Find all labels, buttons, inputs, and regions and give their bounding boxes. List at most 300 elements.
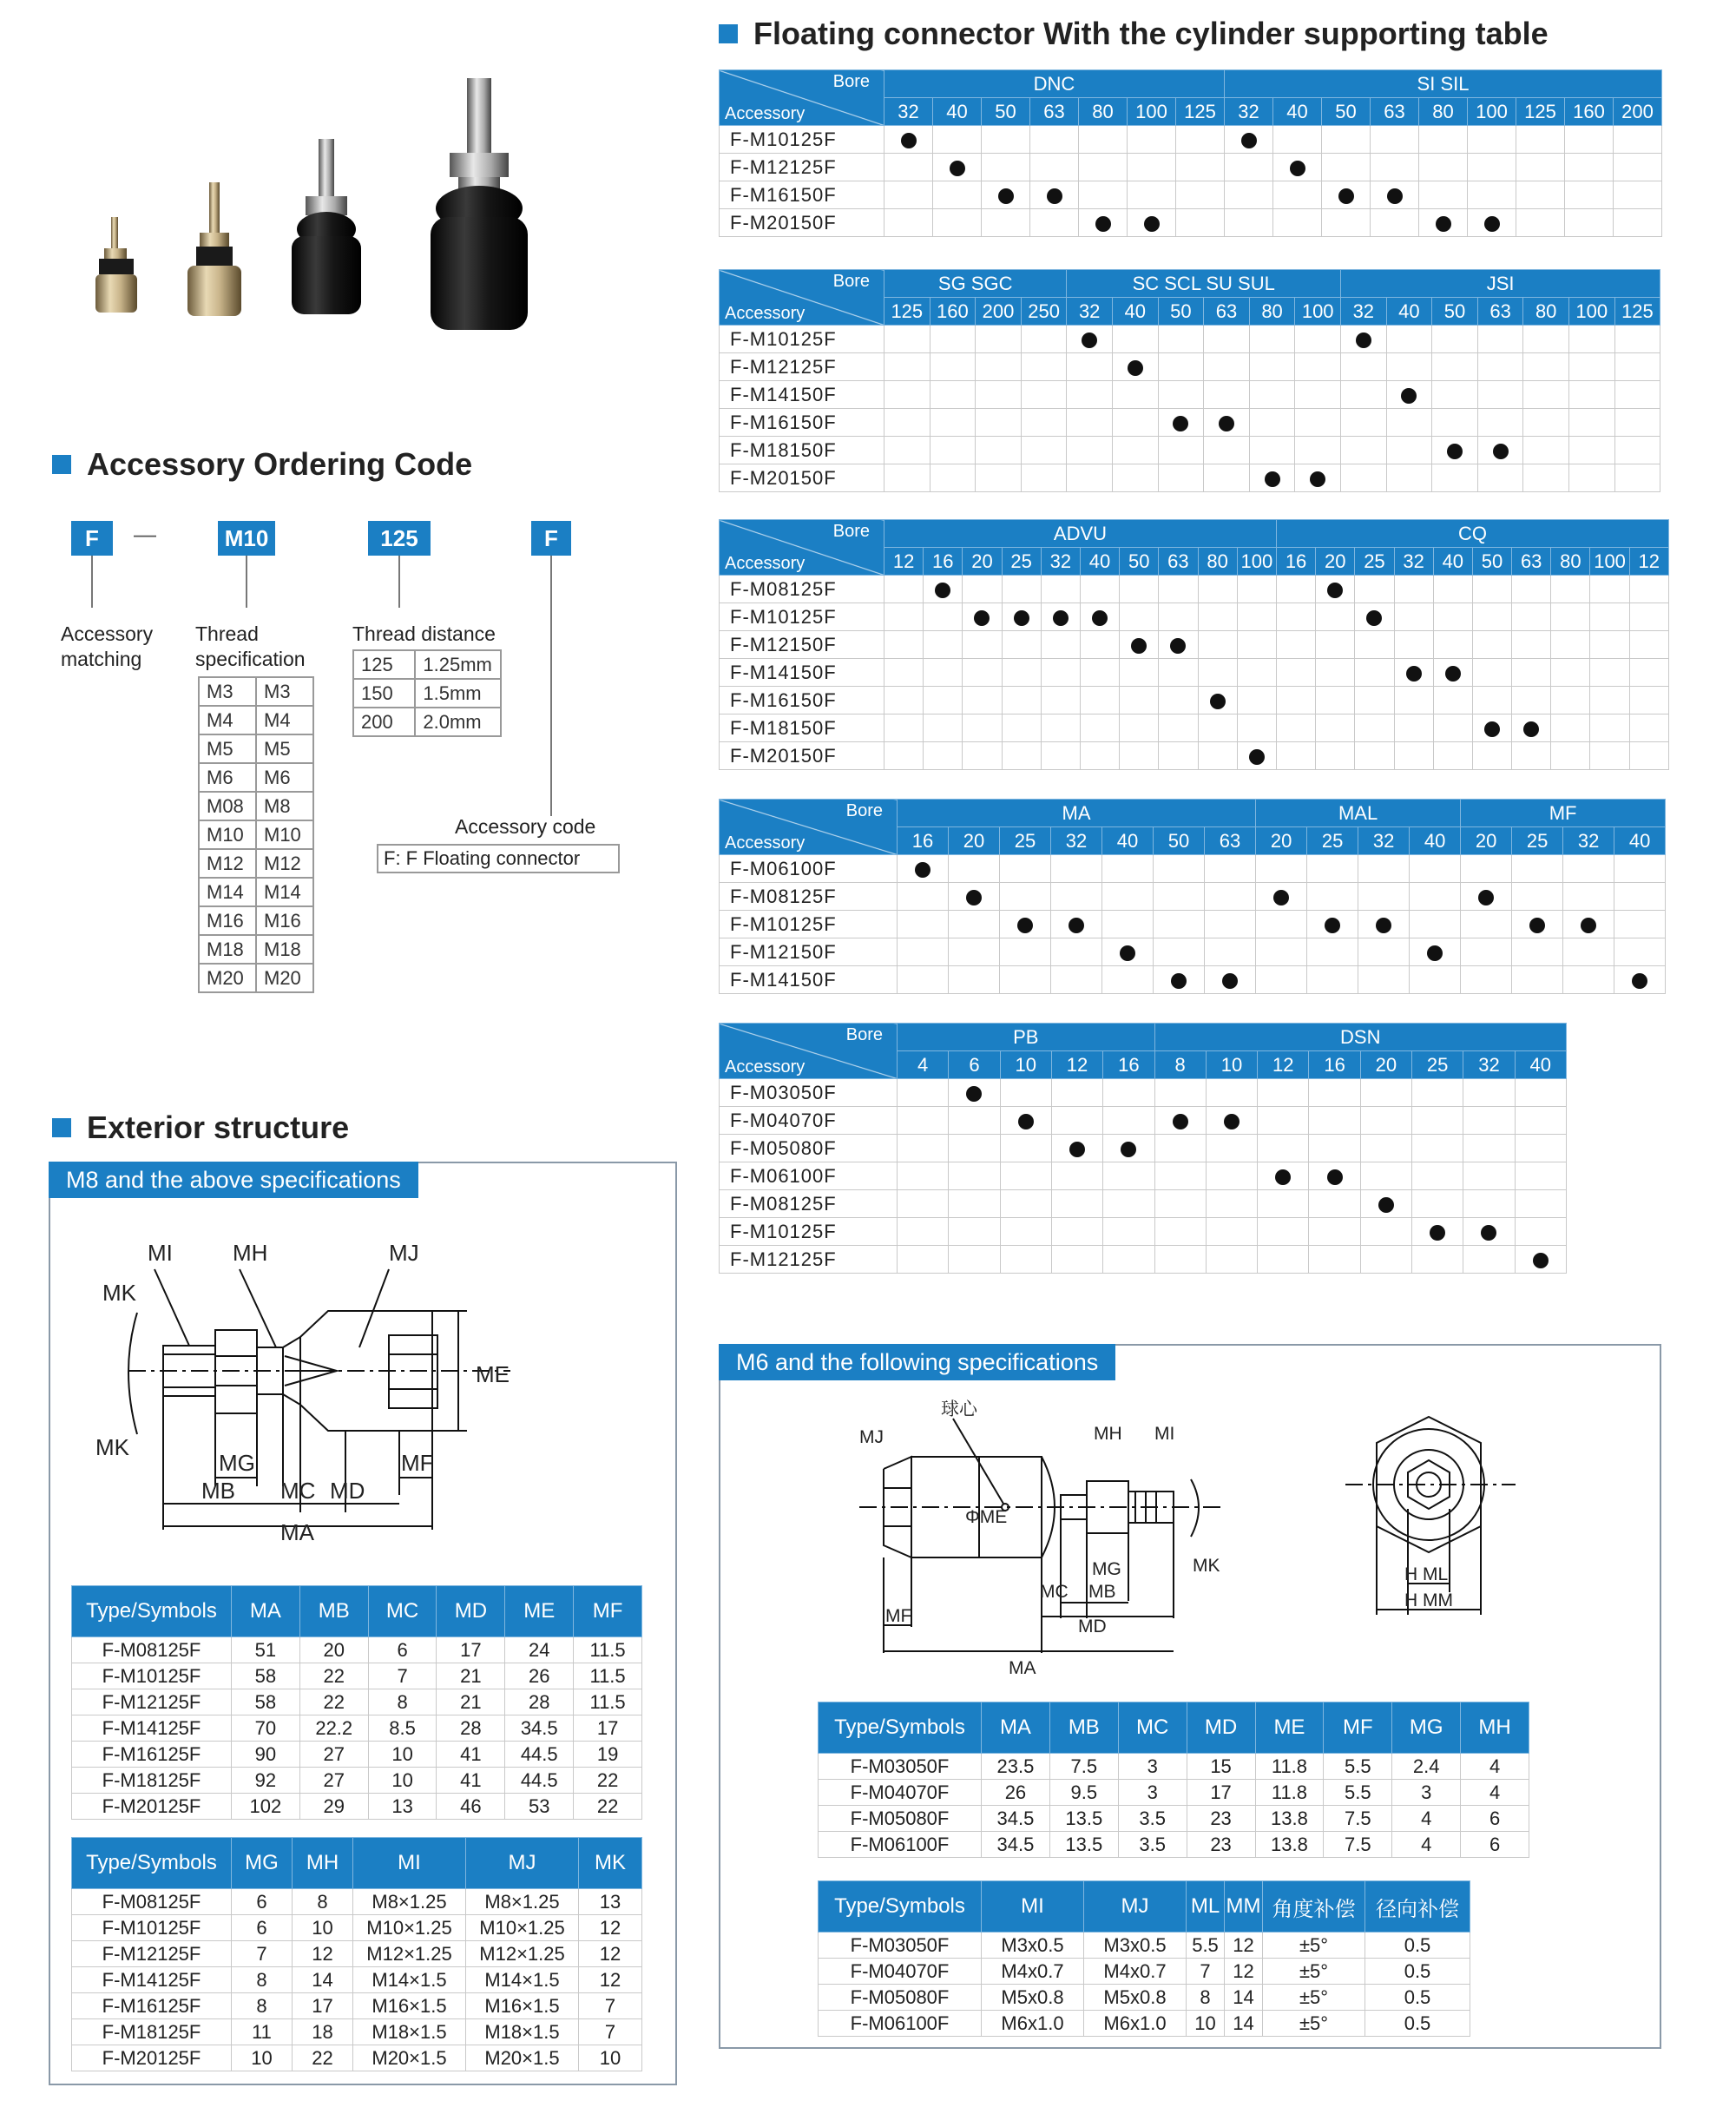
compat-cell (1000, 1218, 1051, 1246)
compat-row (720, 1246, 1567, 1274)
compat-cell (1103, 1162, 1154, 1190)
compat-cell (1523, 409, 1569, 437)
compat-cell (1204, 353, 1250, 381)
compat-cell (898, 855, 949, 883)
accessory-matching-label: Accessory matching (61, 622, 154, 670)
compat-cell (1080, 631, 1119, 659)
dim-value-cell: 3.5 (1118, 1806, 1187, 1832)
dim-value-cell: 0.5 (1365, 1933, 1470, 1959)
dim-value-cell: M4x0.7 (982, 1959, 1084, 1985)
compatible-dot-icon (1224, 1114, 1240, 1129)
compat-cell (1355, 687, 1394, 714)
compat-cell (1309, 1218, 1360, 1246)
compat-table (719, 519, 1669, 770)
accessory-model: F-M16150F (720, 409, 884, 437)
compat-cell (1204, 437, 1250, 464)
compat-cell (1041, 631, 1080, 659)
bore-size-header: 50 (1472, 548, 1511, 576)
compat-cell (1120, 603, 1159, 631)
accessory-model: F-M08125F (720, 1190, 898, 1218)
compat-cell (1614, 437, 1660, 464)
dim-header-cell: ME (1255, 1702, 1324, 1754)
bore-size-header: 160 (1565, 98, 1614, 126)
compatible-dot-icon (1327, 583, 1343, 598)
compat-cell (1158, 326, 1204, 353)
m8-dimension-diagram (95, 1217, 658, 1545)
compat-row (720, 938, 1666, 966)
compat-cell (884, 126, 933, 154)
spec-row (199, 964, 313, 992)
bore-size-header: 20 (1360, 1051, 1411, 1079)
compat-cell (884, 659, 924, 687)
dim-value-cell: M20×1.5 (353, 2045, 466, 2071)
compat-cell (963, 659, 1002, 687)
compat-cell (924, 631, 963, 659)
dim-value-cell: M5x0.8 (982, 1985, 1084, 2011)
dim-row (819, 1933, 1470, 1959)
accessory-model: F-M08125F (720, 576, 884, 603)
bore-size-header: 40 (933, 98, 982, 126)
dim-value-cell: 13.5 (1049, 1832, 1118, 1858)
dim-value-cell: 13 (368, 1794, 437, 1820)
compat-cell (1128, 126, 1176, 154)
compat-cell (1341, 353, 1387, 381)
spec-row (199, 734, 313, 763)
dim-row (819, 1806, 1529, 1832)
dim-row (72, 1768, 642, 1794)
compatible-dot-icon (1484, 721, 1500, 737)
compat-row (720, 1162, 1567, 1190)
dim-value-cell: 27 (299, 1768, 368, 1794)
compat-cell (1225, 181, 1273, 209)
compat-cell (1000, 1246, 1051, 1274)
compat-row (720, 966, 1666, 994)
m6-label-mi: MI (1154, 1424, 1175, 1444)
cylinder-series-header: CQ (1276, 520, 1668, 548)
dim-value-cell: 0.5 (1365, 1959, 1470, 1985)
bore-size-header: 40 (1433, 548, 1472, 576)
compatible-dot-icon (1632, 973, 1647, 989)
compat-cell (1316, 603, 1355, 631)
compat-cell (1614, 938, 1666, 966)
dim-model-cell: F-M03050F (819, 1754, 982, 1780)
dim-row (819, 1959, 1470, 1985)
compat-cell (1112, 353, 1158, 381)
compatible-dot-icon (950, 161, 965, 176)
compat-cell (1041, 687, 1080, 714)
dim-model-cell: F-M05080F (819, 1985, 982, 2011)
compatible-dot-icon (1529, 918, 1545, 933)
dim-value-cell: 10 (232, 2045, 293, 2071)
spec-row (199, 935, 313, 964)
compat-cell (1412, 1107, 1463, 1135)
compat-cell (1273, 154, 1322, 181)
m6-label-mc: MC (1040, 1582, 1069, 1602)
panel-m6-title: M6 and the following specifications (719, 1344, 1115, 1380)
bore-size-header: 100 (1237, 548, 1276, 576)
compat-cell (1051, 1190, 1102, 1218)
compat-cell (1512, 576, 1551, 603)
compat-cell (1051, 1079, 1102, 1107)
compat-cell (1258, 1135, 1309, 1162)
compat-header-groups (720, 800, 1666, 827)
compat-row (720, 409, 1660, 437)
compat-cell (1355, 714, 1394, 742)
bore-size-header: 25 (1307, 827, 1358, 855)
spec-cell: 200 (353, 708, 415, 736)
compat-cell (1120, 659, 1159, 687)
spec-cell: M14 (256, 878, 313, 906)
dim-value-cell: 18 (293, 2019, 353, 2045)
compat-header-groups (720, 70, 1662, 98)
compat-cell (884, 154, 933, 181)
dim-value-cell: 6 (368, 1637, 437, 1663)
compat-cell (1386, 381, 1432, 409)
dim-value-cell: 21 (437, 1663, 505, 1689)
accessory-model: F-M10125F (720, 911, 898, 938)
compatible-dot-icon (1436, 216, 1451, 232)
compat-cell (1198, 576, 1237, 603)
m8-label-mh: MH (233, 1240, 268, 1266)
dim-value-cell: M3x0.5 (982, 1933, 1084, 1959)
compat-cell (1565, 181, 1614, 209)
dim-value-cell: 17 (293, 1993, 353, 2019)
compat-cell (884, 326, 930, 353)
dim-value-cell: M20×1.5 (466, 2045, 579, 2071)
dim-value-cell: 17 (1187, 1780, 1255, 1806)
compat-cell (1309, 1107, 1360, 1135)
accessory-model: F-M08125F (720, 883, 898, 911)
compatible-dot-icon (1581, 918, 1596, 933)
compat-cell (1512, 631, 1551, 659)
compat-cell (1120, 631, 1159, 659)
dim-value-cell: 4 (1461, 1754, 1529, 1780)
dim-value-cell: 41 (437, 1768, 505, 1794)
bore-size-header: 80 (1249, 298, 1295, 326)
dim-value-cell: 12 (579, 1967, 642, 1993)
compat-cell (1568, 381, 1614, 409)
compat-cell (949, 1079, 1000, 1107)
compat-cell (1410, 966, 1461, 994)
compat-cell (1512, 938, 1563, 966)
compat-cell (1551, 576, 1590, 603)
compat-cell (1206, 1218, 1257, 1246)
dim-header-cell: Type/Symbols (819, 1881, 982, 1933)
cylinder-series-header: SG SGC (884, 270, 1067, 298)
compat-cell (1468, 126, 1516, 154)
compat-cell (1258, 1218, 1309, 1246)
bore-size-header: 50 (982, 98, 1030, 126)
compat-row (720, 1190, 1567, 1218)
compat-cell (1316, 659, 1355, 687)
compat-cell (963, 603, 1002, 631)
dim-row (72, 1889, 642, 1915)
dim-header-cell: MJ (1084, 1881, 1187, 1933)
compat-cell (1461, 855, 1512, 883)
dim-value-cell: 10 (1187, 2011, 1225, 2037)
spec-row (199, 878, 313, 906)
dim-row (72, 1637, 642, 1663)
compat-cell (1358, 966, 1410, 994)
compat-cell (1112, 437, 1158, 464)
compat-cell (1563, 911, 1614, 938)
accessory-model: F-M18150F (720, 437, 884, 464)
dim-value-cell: 12 (579, 1915, 642, 1941)
accessory-model: F-M06100F (720, 1162, 898, 1190)
compat-cell (1276, 714, 1315, 742)
compat-cell (1205, 938, 1256, 966)
bore-size-header: 50 (1120, 548, 1159, 576)
compat-cell (1341, 437, 1387, 464)
compat-cell (1051, 1246, 1102, 1274)
compat-cell (1614, 911, 1666, 938)
compat-cell (898, 938, 949, 966)
dim-value-cell: 28 (505, 1689, 574, 1715)
compat-cell (898, 1107, 949, 1135)
compat-cell (1512, 855, 1563, 883)
compat-cell (1103, 1190, 1154, 1218)
compat-cell (1516, 181, 1565, 209)
compat-cell (1103, 1135, 1154, 1162)
bore-size-header: 12 (1051, 1051, 1102, 1079)
dim-value-cell: 8 (232, 1993, 293, 2019)
compat-cell (1237, 576, 1276, 603)
compatible-dot-icon (966, 1086, 982, 1102)
compat-cell (1258, 1107, 1309, 1135)
bore-size-header: 200 (1614, 98, 1662, 126)
m8-table-1 (71, 1585, 642, 1820)
bore-size-header: 63 (1512, 548, 1551, 576)
compat-cell (1629, 714, 1668, 742)
compat-cell (1551, 742, 1590, 770)
dim-value-cell: M14×1.5 (353, 1967, 466, 1993)
compat-cell (1276, 687, 1315, 714)
compat-cell (884, 209, 933, 237)
dim-value-cell: 5.5 (1324, 1754, 1392, 1780)
dim-value-cell: 7 (368, 1663, 437, 1689)
compat-header-groups (720, 1024, 1567, 1051)
m6-label-md: MD (1078, 1617, 1107, 1636)
compatible-dot-icon (1210, 694, 1226, 709)
compat-cell (949, 855, 1000, 883)
leader-line (550, 556, 552, 816)
compat-cell (1276, 742, 1315, 770)
compatible-dot-icon (1053, 610, 1069, 626)
dim-row (72, 1663, 642, 1689)
compatible-dot-icon (1523, 721, 1539, 737)
compat-cell (1341, 409, 1387, 437)
bore-size-header: 100 (1295, 298, 1341, 326)
compat-cell (1614, 326, 1660, 353)
compat-cell (1067, 437, 1113, 464)
dim-header-cell: MH (293, 1838, 353, 1889)
compat-cell (1067, 464, 1113, 492)
compat-cell (1360, 1107, 1411, 1135)
compat-cell (1614, 464, 1660, 492)
compat-cell (1590, 631, 1629, 659)
compat-cell (949, 883, 1000, 911)
compat-cell (1204, 326, 1250, 353)
compat-cell (1258, 1162, 1309, 1190)
cylinder-series-header: DNC (884, 70, 1225, 98)
compat-cell (1590, 576, 1629, 603)
bore-size-header: 80 (1419, 98, 1468, 126)
dim-header-cell: MB (299, 1586, 368, 1637)
compatible-dot-icon (1018, 1114, 1034, 1129)
compat-cell (1000, 1190, 1051, 1218)
spec-row (353, 679, 501, 708)
compat-cell (1176, 181, 1225, 209)
compat-row (720, 464, 1660, 492)
compat-cell (1158, 464, 1204, 492)
compat-cell (1472, 631, 1511, 659)
compat-cell (1041, 659, 1080, 687)
dim-value-cell: M10×1.25 (466, 1915, 579, 1941)
bore-size-header: 10 (1000, 1051, 1051, 1079)
dim-header-cell: Type/Symbols (819, 1702, 982, 1754)
compat-cell (1419, 126, 1468, 154)
dim-value-cell: M6x1.0 (982, 2011, 1084, 2037)
dim-value-cell: 4 (1461, 1780, 1529, 1806)
m6-label-ball-center: 球心 (941, 1399, 977, 1419)
compat-cell (1103, 1079, 1154, 1107)
m6-dimension-diagram (859, 1401, 1641, 1688)
compat-cell (1341, 381, 1387, 409)
dim-value-cell: 0.5 (1365, 1985, 1470, 2011)
dim-value-cell: 102 (232, 1794, 300, 1820)
compatible-dot-icon (1445, 666, 1461, 682)
dim-value-cell: 4 (1392, 1832, 1461, 1858)
compat-cell (898, 1218, 949, 1246)
compat-cell (1512, 742, 1551, 770)
compat-row (720, 154, 1662, 181)
compat-cell (1614, 966, 1666, 994)
cylinder-series-header: MAL (1256, 800, 1461, 827)
spec-cell: M6 (256, 763, 313, 792)
compat-cell (1309, 1135, 1360, 1162)
bore-size-header: 63 (1159, 548, 1198, 576)
dim-value-cell: M10×1.25 (353, 1915, 466, 1941)
compat-cell (933, 209, 982, 237)
compatible-dot-icon (1082, 333, 1097, 348)
dim-value-cell: 24 (505, 1637, 574, 1663)
compat-cell (1614, 353, 1660, 381)
dim-value-cell: 9.5 (1049, 1780, 1118, 1806)
compat-cell (1515, 1135, 1566, 1162)
compatible-dot-icon (1275, 1169, 1291, 1185)
m6-label-mf: MF (885, 1606, 912, 1626)
compat-cell (1360, 1135, 1411, 1162)
compat-cell (1461, 911, 1512, 938)
compat-cell (1206, 1162, 1257, 1190)
compat-cell (1412, 1190, 1463, 1218)
compat-cell (1358, 911, 1410, 938)
dim-header-cell: MM (1225, 1881, 1263, 1933)
spec-row (353, 650, 501, 679)
compatible-dot-icon (1069, 1142, 1085, 1157)
compat-cell (1295, 409, 1341, 437)
dim-value-cell: 7 (232, 1941, 293, 1967)
compat-cell (1307, 883, 1358, 911)
compat-cell (1051, 1162, 1102, 1190)
spec-row (353, 708, 501, 736)
bore-size-header: 125 (1516, 98, 1565, 126)
dim-value-cell: 7 (579, 2019, 642, 2045)
bore-size-header: 40 (1273, 98, 1322, 126)
compat-cell (1237, 603, 1276, 631)
bore-size-header: 100 (1590, 548, 1629, 576)
m6-table-1 (818, 1702, 1529, 1858)
dim-value-cell: 29 (299, 1794, 368, 1820)
accessory-model: F-M16150F (720, 687, 884, 714)
compat-cell (1158, 381, 1204, 409)
compat-cell (1000, 911, 1051, 938)
compat-cell (1512, 714, 1551, 742)
compatible-dot-icon (1219, 416, 1234, 431)
compatible-dot-icon (1376, 918, 1391, 933)
compat-cell (1051, 1218, 1102, 1246)
compat-cell (1433, 631, 1472, 659)
compat-cell (1206, 1079, 1257, 1107)
bore-size-header: 16 (1103, 1051, 1154, 1079)
compat-cell (1468, 181, 1516, 209)
compatible-dot-icon (1533, 1253, 1549, 1268)
compatible-dot-icon (966, 890, 982, 905)
bore-label: Bore (832, 72, 870, 91)
compat-cell (982, 126, 1030, 154)
accessory-model: F-M20150F (720, 464, 884, 492)
compat-cell (1205, 855, 1256, 883)
compat-cell (1205, 911, 1256, 938)
compat-cell (1258, 1079, 1309, 1107)
compat-cell (1021, 326, 1067, 353)
dim-value-cell: 23 (1187, 1832, 1255, 1858)
compat-cell (1551, 659, 1590, 687)
compat-cell (1002, 576, 1041, 603)
compat-cell (976, 353, 1022, 381)
spec-cell: M3 (256, 677, 313, 706)
dim-model-cell: F-M06100F (819, 1832, 982, 1858)
compat-cell (1463, 1135, 1515, 1162)
dim-header-cell: MF (1324, 1702, 1392, 1754)
compat-cell (1565, 154, 1614, 181)
compat-cell (1394, 742, 1433, 770)
dim-row (819, 2011, 1470, 2037)
compat-cell (1472, 742, 1511, 770)
dim-value-cell: 70 (232, 1715, 300, 1742)
dim-header-cell: MA (232, 1586, 300, 1637)
compat-cell (1316, 714, 1355, 742)
dim-value-cell: 22 (299, 1689, 368, 1715)
code-box-code: F (531, 521, 571, 556)
bore-size-header: 25 (1412, 1051, 1463, 1079)
accessory-model: F-M20150F (720, 209, 884, 237)
m6-label-mk: MK (1193, 1556, 1220, 1576)
dim-value-cell: 44.5 (505, 1768, 574, 1794)
compatible-dot-icon (1447, 444, 1463, 459)
compat-row (720, 1218, 1567, 1246)
compatible-dot-icon (1014, 610, 1029, 626)
compat-cell (924, 659, 963, 687)
accessory-label: Accessory (725, 304, 806, 323)
compat-cell (1120, 714, 1159, 742)
accessory-model: F-M06100F (720, 855, 898, 883)
compatible-dot-icon (998, 188, 1014, 204)
thread-spec-table (198, 676, 314, 993)
accessory-code-label: Accessory code (455, 815, 596, 838)
compat-cell (1080, 714, 1119, 742)
compat-cell (1000, 855, 1051, 883)
